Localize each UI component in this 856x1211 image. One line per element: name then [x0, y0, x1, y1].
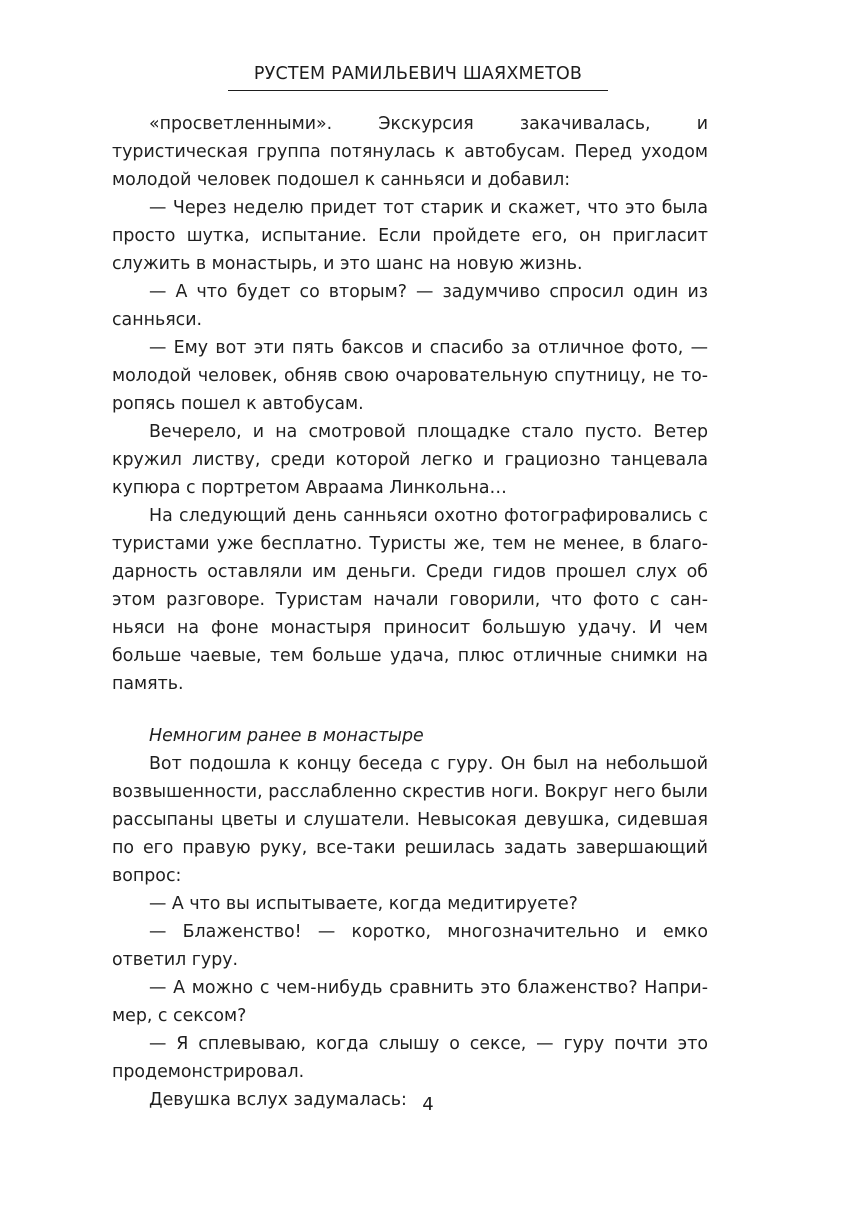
paragraph: Вечерело, и на смотровой площадке стало пусто. Ветер кружил листву, среди которой легко и грациозно танцевала купюра с портретом Авраама Линкольна… — [112, 422, 708, 498]
paragraph: — Через неделю придет тот старик и скажет, что это была просто шутка, испытание. Если пройдете его, он пригласит служить в монастырь, и это шанс на новую жизнь. — [112, 198, 708, 274]
paragraph: — А что вы испытываете, когда медитируете? — [149, 894, 578, 914]
paragraph: — Ему вот эти пять баксов и спасибо за отличное фото, — молодой человек, обняв свою очаровательную спутницу, не торопясь пошел к автобусам. — [112, 338, 708, 414]
paragraph: Девушка вслух задумалась: — [149, 1090, 407, 1110]
section-gap — [112, 698, 708, 722]
section-subheading: Немногим ранее в монастыре — [149, 726, 424, 746]
paragraph: — Блаженство! — коротко, многозначительно и емко ответил гуру. — [112, 922, 708, 970]
paragraph: — А можно с чем-нибудь сравнить это блаженство? Например, с сексом? — [112, 978, 708, 1026]
paragraph: — А что будет со вторым? — задумчиво спросил один из санньяси. — [112, 282, 708, 330]
paragraph: — Я сплевываю, когда слышу о сексе, — гуру почти это продемонстрировал. — [112, 1034, 708, 1082]
paragraph: «просветленными». Экскурсия закачивалась, и туристическая группа потянулась к автобусам. Перед уходом молодой человек подошел к санньяси и добавил: — [112, 114, 708, 190]
paragraph: На следующий день санньяси охотно фотографировались с туристами уже бесплатно. Туристы же, тем не менее, в благодарность оставляли им деньги. Среди гидов прошел слух об этом разговоре. Туристам начали говорили, что фото с санньяси на фоне монастыря приносит большую удачу. И чем больше чаевые, тем больше удача, плюс отличные снимки на память. — [112, 506, 708, 694]
paragraph: Вот подошла к концу беседа с гуру. Он был на небольшой возвышенности, расслабленно скрестив ноги. Вокруг него были рассыпаны цветы и слушатели. Невысокая девушка, сидевшая по его правую руку, все-таки решилась задать завершающий вопрос: — [112, 754, 708, 886]
running-head: РУСТЕМ РАМИЛЬЕВИЧ ШАЯХМЕТОВ — [228, 64, 608, 91]
body-text — [112, 110, 708, 1114]
page-number: 4 — [422, 1094, 434, 1115]
